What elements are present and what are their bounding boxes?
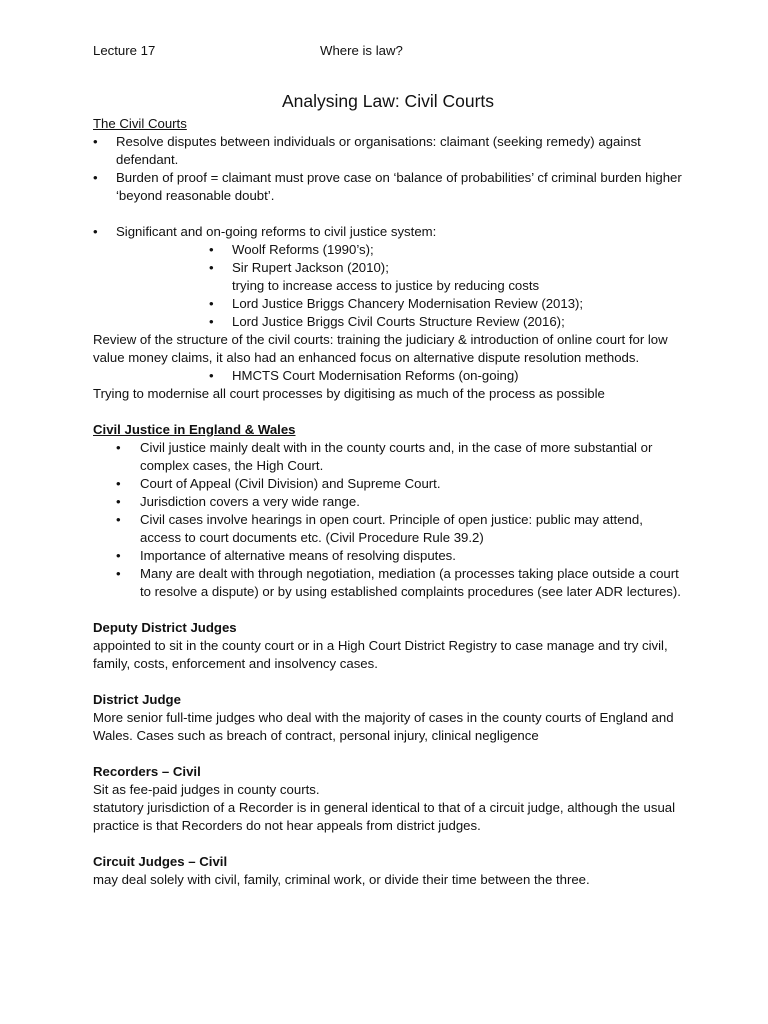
section-heading-england-wales: Civil Justice in England & Wales [93,422,296,437]
list-item: • Civil justice mainly dealt with in the county courts and, in the case of more substantial or complex cases, the High Court. [93,439,683,475]
list-item: • Court of Appeal (Civil Division) and Supreme Court. [93,475,683,493]
list-item: trying to increase access to justice by reducing costs [232,278,540,293]
section-heading-deputy-district: Deputy District Judges [93,620,237,635]
list-item: • Lord Justice Briggs Civil Courts Structure Review (2016); [93,313,683,331]
list-item: • Woolf Reforms (1990’s); [93,241,683,259]
list-item: • HMCTS Court Modernisation Reforms (on-going) [93,367,683,385]
hmcts-note: Trying to modernise all court processes by digitising as much of the process as possible [93,386,605,401]
reforms-list [93,241,683,331]
lecture-topic: Where is law? [320,43,403,58]
lecture-number: Lecture 17 [93,43,156,58]
list-item: • Importance of alternative means of resolving disputes. [93,547,683,565]
recorders-line-2: statutory jurisdiction of a Recorder is in general identical to that of a circuit judge, although the usual practice is that Recorders do not hear appeals from district judges. [93,800,676,833]
deputy-district-text: appointed to sit in the county court or in a High Court District Registry to case manage and try civil, family, costs, enforcement and insolvency cases. [93,638,668,671]
list-item: • Civil cases involve hearings in open court. Principle of open justice: public may attend, access to court documents etc. (Civil Procedure Rule 39.2) [93,511,683,547]
page-header [93,42,683,64]
list-item: • Jurisdiction covers a very wide range. [93,493,683,511]
section-heading-district-judge: District Judge [93,692,181,707]
section-heading-civil-courts: The Civil Courts [93,116,187,131]
page-title: Analysing Law: Civil Courts [281,91,495,111]
list-item: • Resolve disputes between individuals or organisations: claimant (seeking remedy) against defendant. [93,133,683,169]
circuit-text: may deal solely with civil, family, criminal work, or divide their time between the three. [93,872,590,887]
recorders-line-1: Sit as fee-paid judges in county courts. [93,782,320,797]
section-heading-recorders: Recorders – Civil [93,764,201,779]
list-item: • Sir Rupert Jackson (2010); [93,259,683,277]
document-page [93,42,683,889]
list-item: • Many are dealt with through negotiation, mediation (a processes taking place outside a court to resolve a dispute) or by using established complaints procedures (see later ADR lectures). [93,565,683,601]
england-wales-list [93,439,683,601]
civil-courts-list [93,133,683,205]
district-judge-text: More senior full-time judges who deal with the majority of cases in the county courts of England and Wales. Cases such as breach of contract, personal injury, clinical negligence [93,710,674,743]
reforms-intro-list [93,223,683,241]
list-item: • Significant and on-going reforms to civil justice system: [93,223,683,241]
list-item: • Burden of proof = claimant must prove case on ‘balance of probabilities’ cf criminal burden higher ‘beyond reasonable doubt’. [93,169,683,205]
hmcts-list [93,367,683,385]
list-item: • Lord Justice Briggs Chancery Modernisation Review (2013); [93,295,683,313]
section-heading-circuit: Circuit Judges – Civil [93,854,228,869]
briggs-note: Review of the structure of the civil courts: training the judiciary & introduction of online court for low value money claims, it also had an enhanced focus on alternative dispute resolution methods. [93,332,668,365]
